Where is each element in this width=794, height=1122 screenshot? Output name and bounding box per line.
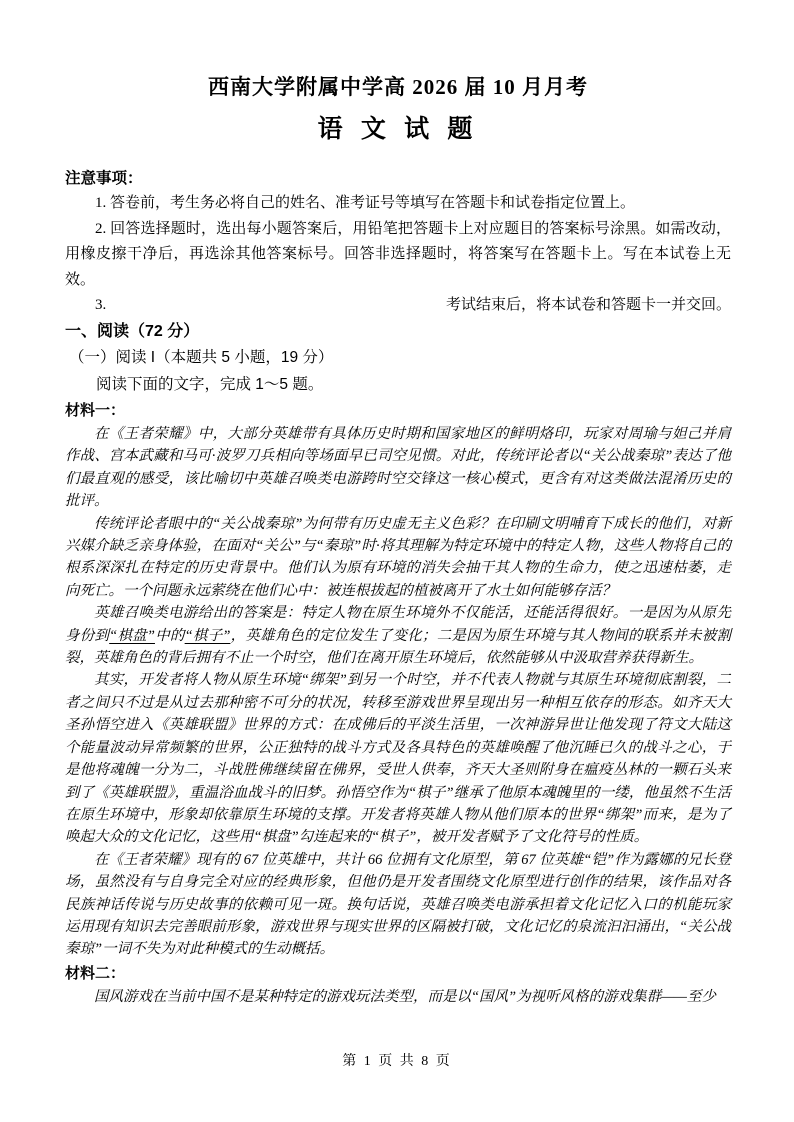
notice-item-3-text: 考试结束后，将本试卷和答题卡一并交回。 bbox=[445, 297, 731, 313]
notice-item-1: 1. 答卷前，考生务必将自己的姓名、准考证号等填写在答题卡和试卷指定位置上。 bbox=[95, 195, 636, 211]
section-instruction: 阅读下面的文字，完成 1～5 题。 bbox=[96, 375, 324, 393]
material1-p3-pre: 英雄召唤类电游给出的答案是：特定人物在原生环境外不仅能活，还能活得很好。一是因为从原先身份到 bbox=[65, 605, 731, 644]
material1-paragraph-2: 传统评论者眼中的“关公战秦琼”为何带有历史虚无主义色彩？在印刷文明哺育下成长的他们，对新兴媒介缺乏亲身体验，在面对“关公”与“秦琼”时·将其理解为特定环境中的特定人物，这些人物将自己的根系深深扎在特定的历史背景中。他们认为原有环境的消失会抽干其人物的生命力，使之迅速枯萎，走向死亡。一个问题永远萦绕在他们心中：被连根拔起的植被离开了水土如何能够存活？ bbox=[65, 515, 731, 599]
material1-p3-mid: 中的 bbox=[154, 627, 185, 644]
material1-paragraph-3 bbox=[65, 602, 731, 669]
section-heading-reading: 一、阅读（72 分） bbox=[65, 322, 200, 340]
material1-label: 材料一： bbox=[65, 402, 126, 419]
page-subtitle: 语 文 试 题 bbox=[317, 116, 479, 143]
material1-paragraph-5: 在《王者荣耀》现有的 67 位英雄中，共计 66 位拥有文化原型，第 67 位英雄“铠”作为露娜的兄长登场，虽然没有与自身完全对应的经典形象，但他仍是开发者围绕文化原型进行创作的结果，该作品对各民族神话传说与历史故事的依赖可见一斑。换句话说，英雄召唤类电游承担着文化记忆入口的机能玩家运用现有知识去完善眼前形象，游戏世界与现实世界的区隔被打破，文化记忆的泉流汩汩涌出，“关公战秦琼”一词不失为对此种模式的生动概括。 bbox=[65, 851, 731, 958]
section-subheading-reading1: （一）阅读 I（本题共 5 小题，19 分） bbox=[69, 349, 334, 366]
page-number-footer: 第 1 页 共 8 页 bbox=[342, 1054, 452, 1069]
underlined-term-qizi: “棋子” bbox=[184, 627, 231, 644]
notice-heading: 注意事项： bbox=[65, 170, 143, 187]
notice-item-3-number: 3. bbox=[95, 297, 107, 313]
material1-paragraph-1: 在《王者荣耀》中，大部分英雄带有具体历史时期和国家地区的鲜明烙印，玩家对周瑜与妲己并肩作战、宫本武藏和马可·波罗刀兵相向等场面早已司空见惯。对此，传统评论者以“关公战秦琼”表达了他们最直观的感受，该比喻切中英雄召唤类电游跨时空交锋这一核心模式，更含有对这类做法混淆历史的批评。 bbox=[65, 426, 731, 510]
material2-paragraph-1: 国风游戏在当前中国不是某种特定的游戏玩法类型，而是以“国风”为视听风格的游戏集群——至少 bbox=[94, 988, 716, 1005]
page-title: 西南大学附属中学高 2026 届 10 月月考 bbox=[208, 75, 588, 99]
material2-label: 材料二： bbox=[65, 964, 126, 982]
notice-item-3 bbox=[65, 293, 731, 319]
material1-paragraph-4: 其实，开发者将人物从原生环境“绑架”到另一个时空，并不代表人物就与其原生环境彻底割裂，二者之间只不过是从过去那种密不可分的状况，转移至游戏世界呈现出另一种相互依存的形态。如齐天大圣孙悟空进入《英雄联盟》世界的方式：在成佛后的平淡生活里，一次神游异世让他发现了符文大陆这个能量波动异常频繁的世界，公正独特的战斗方式及各具特色的英雄唤醒了他沉睡已久的战斗之心，于是他将魂魄一分为二，斗战胜佛继续留在佛界，受世人供奉，齐天大圣则附身在瘟疫丛林的一颗石头来到了《英雄联盟》，重温浴血战斗的旧梦。孙悟空作为“棋子”继承了他原本魂魄里的一缕，他虽然不生活在原生环境中，形象却依靠原生环境的支撑。开发者将英雄人物从他们原本的世界“绑架”而来，是为了唤起大众的文化记忆，这些用“棋盘”勾连起来的“棋子”，被开发者赋予了文化符号的性质。 bbox=[65, 672, 731, 846]
underlined-term-qipan: “棋盘” bbox=[109, 627, 155, 644]
material1-p3-post: ，英雄角色的定位发生了变化；二是因为原生环境与其人物间的联系并未被割裂，英雄角色的背后拥有不止一个时空，他们在离开原生环境后，依然能够从中汲取营养获得新生。 bbox=[65, 627, 731, 667]
notice-item-2: 2. 回答选择题时，选出每小题答案后，用铅笔把答题卡上对应题目的答案标号涂黑。如需改动，用橡皮擦干净后，再选涂其他答案标号。回答非选择题时，将答案写在答题卡上。写在本试卷上无效。 bbox=[65, 220, 731, 288]
